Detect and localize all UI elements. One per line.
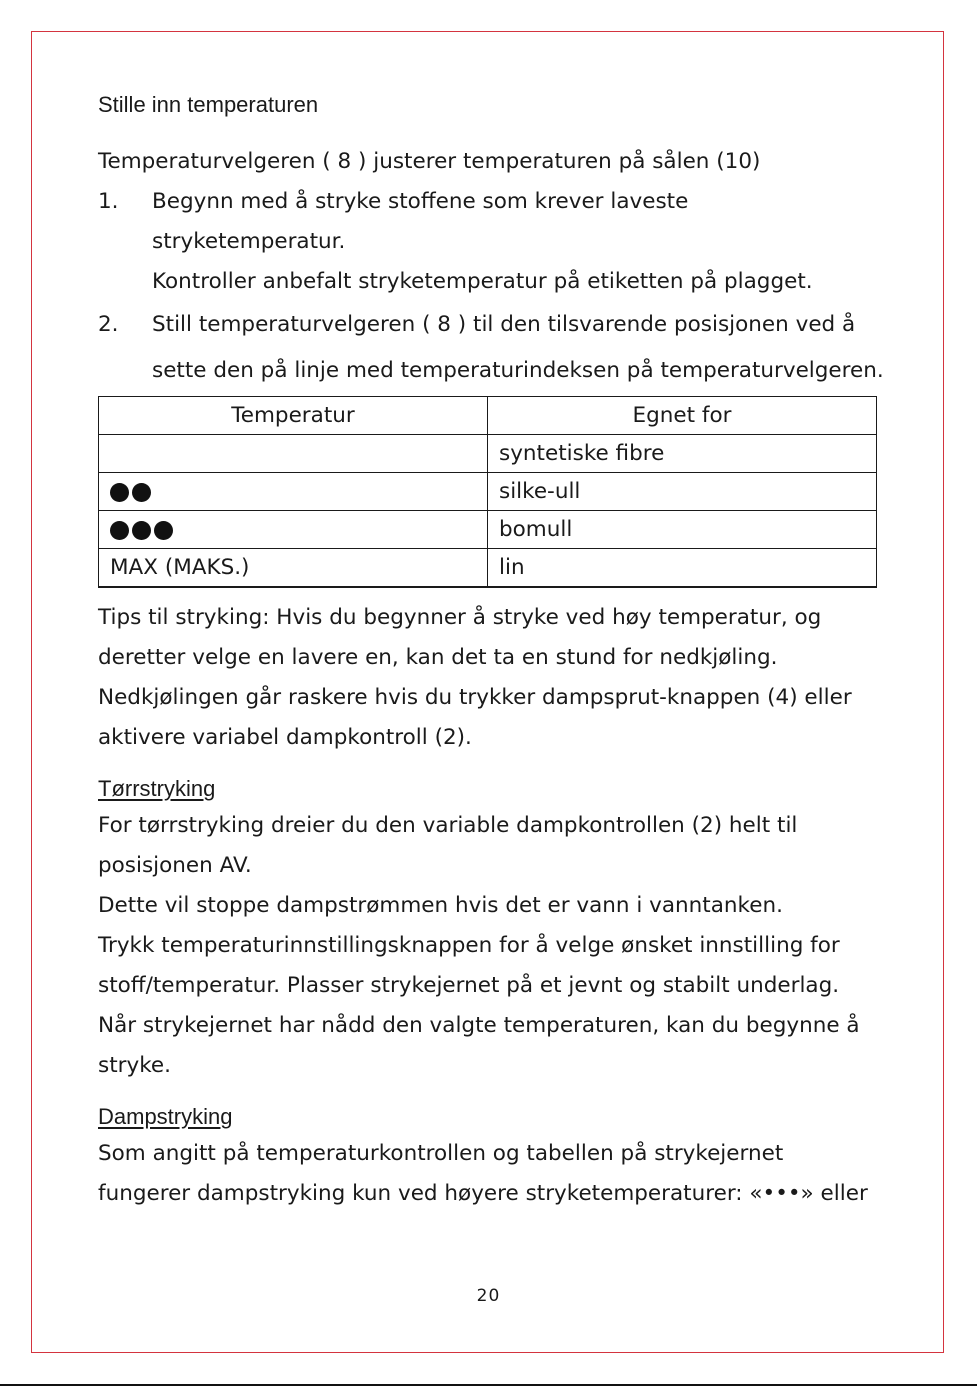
dry-line: stryke. <box>98 1053 171 1078</box>
table-header-row <box>99 397 877 435</box>
table-row <box>99 435 877 473</box>
dry-ironing-paragraph <box>98 806 888 1086</box>
list-text-line: Begynn med å stryke stoffene som krever laveste <box>152 189 689 214</box>
temperature-dot-icon <box>110 521 129 540</box>
page-content <box>98 88 888 1214</box>
tips-line: aktivere variabel dampkontroll (2). <box>98 725 472 750</box>
tips-line: Tips til stryking: Hvis du begynner å stryke ved høy temperatur, og <box>98 605 822 630</box>
header-suitable-for: Egnet for <box>488 397 877 435</box>
list-text-line: Kontroller anbefalt stryketemperatur på etiketten på plagget. <box>152 269 813 294</box>
intro-text: Temperaturvelgeren ( 8 ) justerer temperaturen på sålen (10) <box>98 149 761 174</box>
list-number: 2. <box>98 312 119 337</box>
page-number: 20 <box>476 1286 501 1306</box>
header-temperature: Temperatur <box>99 397 488 435</box>
dry-line: Trykk temperaturinnstillingsknappen for å velge ønsket innstilling for <box>98 933 840 958</box>
section-heading-dry-ironing: Tørrstryking <box>98 776 216 801</box>
steam-line: fungerer dampstryking kun ved høyere stryketemperaturer: «•••» eller <box>98 1181 868 1206</box>
temp-cell: MAX (MAKS.) <box>99 549 488 588</box>
dry-line: stoff/temperatur. Plasser strykejernet på et jevnt og stabilt underlag. <box>98 973 840 998</box>
temperature-dot-icon <box>110 483 129 502</box>
temperature-dot-icon <box>132 521 151 540</box>
use-cell: syntetiske fibre <box>488 435 877 473</box>
temp-cell <box>99 511 488 549</box>
dry-line: posisjonen AV. <box>98 853 252 878</box>
tips-line: Nedkjølingen går raskere hvis du trykker dampsprut-knappen (4) eller <box>98 685 852 710</box>
temperature-dot-icon <box>132 483 151 502</box>
instruction-list <box>98 182 888 394</box>
table-row <box>99 549 877 588</box>
temp-cell <box>99 473 488 511</box>
list-text-line: stryketemperatur. <box>152 229 346 254</box>
table-row <box>99 473 877 511</box>
list-text-line: sette den på linje med temperaturindeksen på temperaturvelgeren. <box>152 358 884 383</box>
dry-line: For tørrstryking dreier du den variable dampkontrollen (2) helt til <box>98 813 798 838</box>
list-item-1 <box>98 182 888 302</box>
list-item-2 <box>98 302 888 394</box>
use-cell: bomull <box>488 511 877 549</box>
tips-paragraph <box>98 598 888 758</box>
steam-ironing-paragraph <box>98 1134 888 1214</box>
table-row <box>99 511 877 549</box>
temperature-table <box>98 396 877 588</box>
dry-line: Dette vil stoppe dampstrømmen hvis det er vann i vanntanken. <box>98 893 783 918</box>
steam-line: Som angitt på temperaturkontrollen og tabellen på strykejernet <box>98 1141 784 1166</box>
section-heading-steam-ironing: Dampstryking <box>98 1104 233 1129</box>
temperature-dot-icon <box>154 521 173 540</box>
bottom-rule <box>0 1384 977 1386</box>
use-cell: lin <box>488 549 877 588</box>
list-number: 1. <box>98 189 119 214</box>
dry-line: Når strykejernet har nådd den valgte temperaturen, kan du begynne å <box>98 1013 860 1038</box>
list-text-line: Still temperaturvelgeren ( 8 ) til den tilsvarende posisjonen ved å <box>152 312 856 337</box>
temp-cell <box>99 435 488 473</box>
tips-line: deretter velge en lavere en, kan det ta en stund for nedkjøling. <box>98 645 778 670</box>
use-cell: silke-ull <box>488 473 877 511</box>
section-heading-temperature: Stille inn temperaturen <box>98 92 319 117</box>
